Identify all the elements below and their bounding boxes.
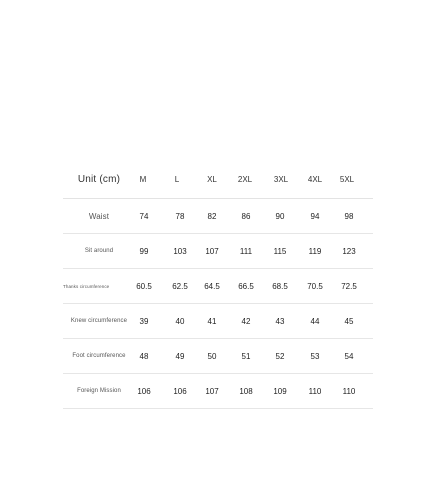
table-cell: 44 — [310, 316, 320, 326]
table-row — [63, 339, 373, 374]
table-cell: 90 — [275, 211, 285, 221]
table-cell: 42 — [241, 316, 251, 326]
table-cell: 98 — [344, 211, 354, 221]
row-label: Foot circumference — [72, 353, 126, 359]
table-cell: 86 — [241, 211, 251, 221]
table-cell: 70.5 — [307, 281, 323, 291]
table-cell: 52 — [275, 351, 285, 361]
table-row — [63, 374, 373, 409]
table-cell: 106 — [173, 386, 187, 396]
table-header-row — [63, 160, 373, 199]
table-cell: 103 — [173, 246, 187, 256]
table-cell: 107 — [205, 386, 219, 396]
size-header: XL — [207, 174, 217, 184]
table-cell: 64.5 — [204, 281, 220, 291]
table-cell: 51 — [241, 351, 251, 361]
table-cell: 109 — [273, 386, 287, 396]
table-cell: 72.5 — [341, 281, 357, 291]
table-cell: 106 — [137, 386, 151, 396]
table-cell: 99 — [139, 246, 149, 256]
table-cell: 48 — [139, 351, 149, 361]
table-cell: 40 — [175, 316, 185, 326]
table-cell: 54 — [344, 351, 354, 361]
table-cell: 50 — [207, 351, 217, 361]
row-label: Sit around — [84, 248, 114, 254]
row-label: Waist — [88, 211, 110, 221]
row-label: Foreign Mission — [77, 388, 121, 394]
unit-header: Unit (cm) — [77, 173, 121, 185]
table-cell: 74 — [139, 211, 149, 221]
size-header: 4XL — [307, 174, 323, 184]
table-cell: 82 — [207, 211, 217, 221]
table-cell: 45 — [344, 316, 354, 326]
size-header: 2XL — [237, 174, 253, 184]
table-cell: 123 — [342, 246, 356, 256]
row-label: Thanks circumference — [63, 283, 110, 289]
table-cell: 60.5 — [136, 281, 152, 291]
table-cell: 62.5 — [172, 281, 188, 291]
size-header: 3XL — [273, 174, 289, 184]
table-row — [63, 234, 373, 269]
table-cell: 39 — [139, 316, 149, 326]
table-cell: 49 — [175, 351, 185, 361]
size-chart-table — [63, 160, 373, 409]
table-cell: 110 — [308, 386, 322, 396]
table-row — [63, 304, 373, 339]
table-cell: 41 — [207, 316, 217, 326]
table-row — [63, 269, 373, 304]
table-cell: 94 — [310, 211, 320, 221]
table-cell: 68.5 — [272, 281, 288, 291]
table-cell: 119 — [308, 246, 322, 256]
size-header: 5XL — [339, 174, 355, 184]
table-cell: 53 — [310, 351, 320, 361]
table-cell: 78 — [175, 211, 185, 221]
table-cell: 111 — [239, 246, 253, 256]
row-label: Knew circumference — [70, 318, 128, 324]
size-header: M — [139, 174, 147, 184]
table-cell: 115 — [273, 246, 287, 256]
table-row — [63, 199, 373, 234]
table-cell: 43 — [275, 316, 285, 326]
table-cell: 107 — [205, 246, 219, 256]
table-cell: 110 — [342, 386, 356, 396]
size-header: L — [174, 174, 180, 184]
table-cell: 66.5 — [238, 281, 254, 291]
table-cell: 108 — [239, 386, 253, 396]
